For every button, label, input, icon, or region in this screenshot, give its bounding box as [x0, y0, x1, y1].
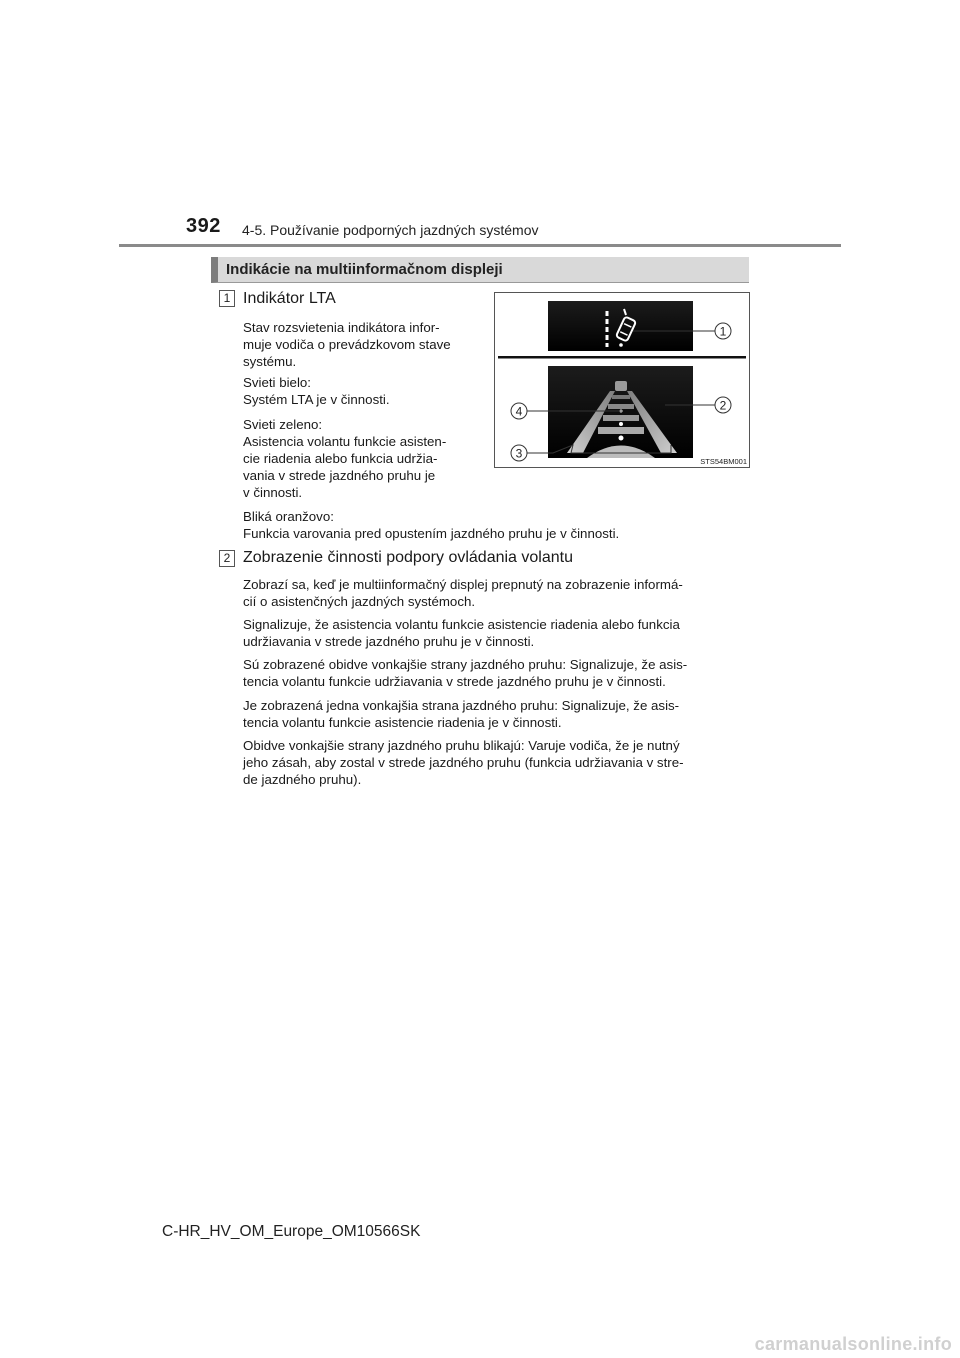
display-figure	[494, 292, 750, 468]
watermark: carmanualsonline.info	[754, 1334, 952, 1354]
section-header	[211, 257, 749, 283]
item2-paragraph-3: Sú zobrazené obidve vonkajšie strany jazdného pruhu: Signalizuje, že asis- tencia volantu funkcie udržiavania v strede jazdného pruhu je v činnosti.	[243, 657, 688, 689]
callout-label-2: 2	[719, 398, 727, 413]
item2-paragraph-2: Signalizuje, že asistencia volantu funkcie asistencie riadenia alebo funkcia udržiavania v strede jazdného pruhu je v činnosti.	[243, 617, 680, 649]
header-rule	[119, 244, 841, 247]
callout-circle-1	[715, 323, 731, 339]
item2-title: Zobrazenie činnosti podpory ovládania volantu	[243, 549, 573, 566]
item1-paragraph-1: Stav rozsvietenia indikátora infor- muje vodiča o prevádzkovom stave systému.	[243, 320, 451, 369]
screen-divider	[498, 356, 746, 359]
callout-circle-4	[511, 403, 527, 419]
item1-paragraph-2: Svieti bielo: Systém LTA je v činnosti.	[243, 375, 390, 407]
item2-paragraph-1: Zobrazí sa, keď je multiinformačný displej prepnutý na zobrazenie informá- cií o asistenčných jazdných systémoch.	[243, 577, 683, 609]
item1-title: Indikátor LTA	[243, 290, 336, 307]
item2-number-badge: 2	[219, 550, 235, 567]
item1-paragraph-4: Bliká oranžovo: Funkcia varovania pred opustením jazdného pruhu je v činnosti.	[243, 509, 620, 541]
item1-paragraph-3: Svieti zeleno: Asistencia volantu funkcie asisten- cie riadenia alebo funkcia udržia- vania v strede jazdného pruhu je v činnosti.	[243, 417, 447, 500]
figure-code: STS54BM001	[700, 457, 747, 466]
callout-circle-3	[511, 445, 527, 461]
item1-number-badge: 1	[219, 290, 235, 307]
item2-paragraph-5: Obidve vonkajšie strany jazdného pruhu blikajú: Varuje vodiča, že je nutný jeho zásah, aby zostal v strede jazdného pruhu (funkcia udržiavania v stre- de jazdného pruhu).	[243, 738, 684, 787]
page-number: 392	[186, 215, 221, 237]
callout-label-4: 4	[515, 404, 523, 419]
chapter-title: 4-5. Používanie podporných jazdných systémov	[242, 222, 539, 238]
callout-circle-2	[715, 397, 731, 413]
multi-information-display-illustration	[495, 293, 749, 467]
callout-label-1: 1	[719, 324, 727, 339]
item2-paragraph-4: Je zobrazená jedna vonkajšia strana jazdného pruhu: Signalizuje, že asis- tencia volantu funkcie asistencie riadenia je v činnosti.	[243, 698, 680, 730]
section-title: Indikácie na multiinformačnom displeji	[226, 261, 503, 278]
footer-document-code: C-HR_HV_OM_Europe_OM10566SK	[162, 1223, 421, 1240]
callout-label-3: 3	[515, 446, 523, 461]
